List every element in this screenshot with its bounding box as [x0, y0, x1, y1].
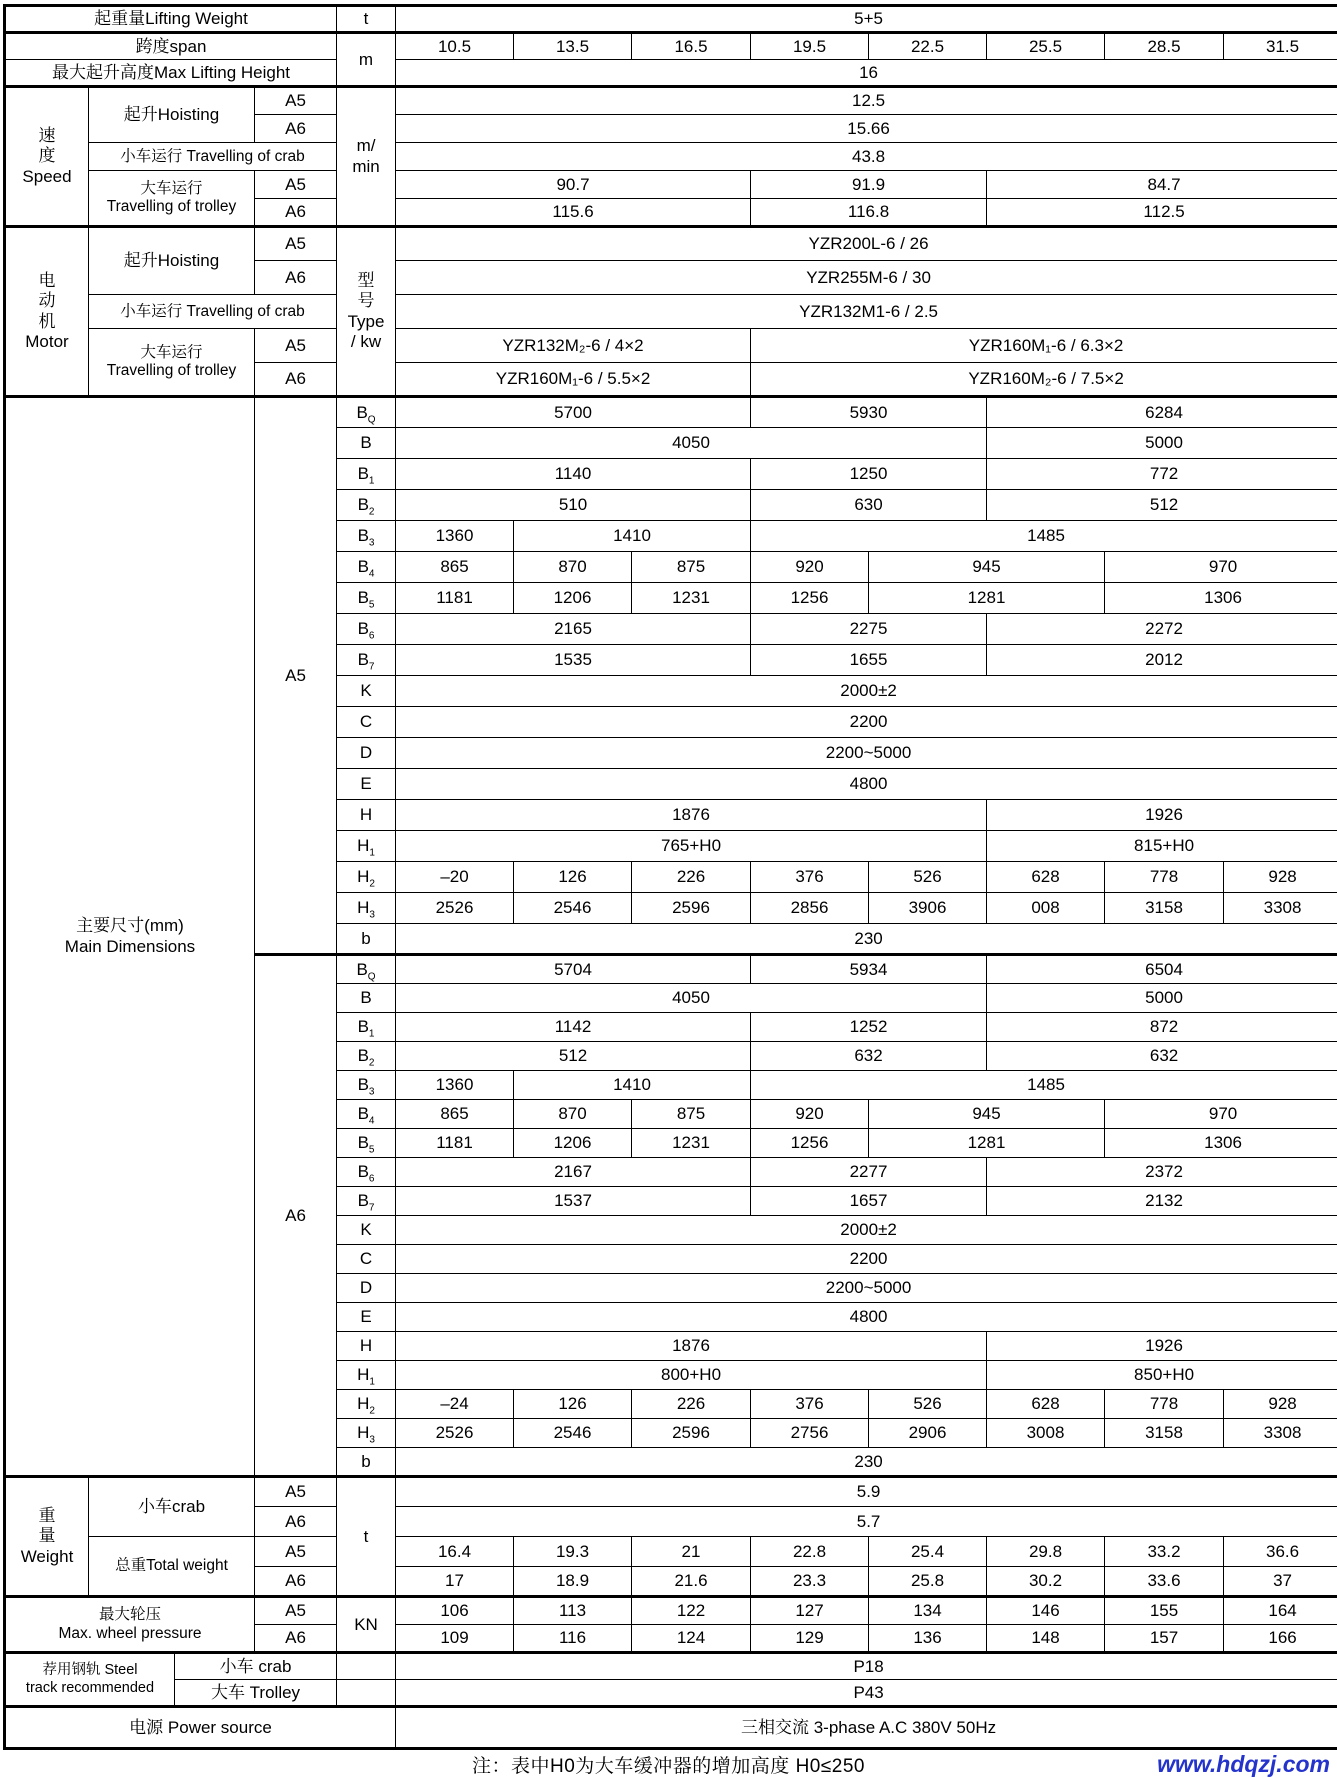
value-cell: 632 — [751, 1042, 987, 1071]
value-cell: 920 — [751, 552, 869, 583]
value-cell: 2906 — [869, 1419, 987, 1448]
value-cell: 5930 — [751, 397, 987, 428]
value-cell: YZR160M₁-6 / 5.5×2 — [396, 363, 751, 397]
row-label-cell: C — [337, 1245, 396, 1274]
crab-travel-label: 小车运行 Travelling of crab — [89, 143, 337, 171]
value-cell: 4050 — [396, 428, 987, 459]
value-cell: 1485 — [751, 521, 1337, 552]
value-cell: –20 — [396, 862, 514, 893]
value-cell: 526 — [869, 862, 987, 893]
table-row — [5, 397, 1337, 428]
row-label-cell: D — [337, 1274, 396, 1303]
value-cell: 134 — [869, 1597, 987, 1625]
value-cell: YZR132M1-6 / 2.5 — [396, 295, 1337, 329]
value-cell: 122 — [632, 1597, 751, 1625]
value-cell: 31.5 — [1224, 33, 1337, 60]
weight-group-label: 重 量 Weight — [5, 1477, 89, 1597]
value-cell: 2167 — [396, 1158, 751, 1187]
value-cell: 1206 — [514, 583, 632, 614]
value-cell: 166 — [1224, 1625, 1337, 1653]
value-cell: 2000±2 — [396, 676, 1337, 707]
value-cell: 2596 — [632, 893, 751, 924]
value-cell: 2012 — [987, 645, 1337, 676]
class-a6: A6 — [255, 115, 337, 143]
value-cell: 155 — [1105, 1597, 1224, 1625]
table-row — [5, 1597, 1337, 1625]
value-cell: 19.3 — [514, 1537, 632, 1567]
value-cell: $B_Q$ — [337, 397, 396, 428]
value-cell: 29.8 — [987, 1537, 1105, 1567]
value-cell: 850+H0 — [987, 1361, 1337, 1390]
value-cell: 800+H0 — [396, 1361, 987, 1390]
value-cell: 2000±2 — [396, 1216, 1337, 1245]
row-label-cell: K — [337, 1216, 396, 1245]
table-row — [5, 171, 1337, 199]
value-cell: 115.6 — [396, 199, 751, 227]
row-label-cell: K — [337, 676, 396, 707]
value-cell: 2200 — [396, 707, 1337, 738]
value-cell: 945 — [869, 1100, 1105, 1129]
max-lifting-height-value: 16 — [396, 60, 1337, 87]
value-cell: 2526 — [396, 893, 514, 924]
value-cell: 3308 — [1224, 893, 1337, 924]
value-cell: 230 — [396, 1448, 1337, 1477]
value-cell: 778 — [1105, 862, 1224, 893]
value-cell: 2856 — [751, 893, 869, 924]
value-cell: 25.4 — [869, 1537, 987, 1567]
value-cell: 970 — [1105, 1100, 1337, 1129]
row-label-cell: H — [337, 1332, 396, 1361]
value-cell: 008 — [987, 893, 1105, 924]
value-cell: 945 — [869, 552, 1105, 583]
value-cell: 37 — [1224, 1567, 1337, 1597]
row-label-cell: D — [337, 738, 396, 769]
span-label: 跨度span — [5, 33, 337, 60]
value-cell: 164 — [1224, 1597, 1337, 1625]
unit-metres: m — [337, 33, 396, 87]
value-cell: 1142 — [396, 1013, 751, 1042]
power-source-label: 电源 Power source — [5, 1707, 396, 1749]
footer-row — [3, 1750, 1334, 1778]
value-cell: 630 — [751, 490, 987, 521]
class-a5: A5 — [255, 1597, 337, 1625]
trolley-travel-label: 大车运行 Travelling of trolley — [89, 329, 255, 397]
class-a5: A5 — [255, 397, 337, 955]
value-cell: 1655 — [751, 645, 987, 676]
watermark-link: www.hdqzj.com — [1157, 1751, 1330, 1778]
row-label-cell: B — [337, 984, 396, 1013]
class-a5: A5 — [255, 171, 337, 199]
value-cell: 25.5 — [987, 33, 1105, 60]
table-row — [5, 60, 1337, 87]
row-label-cell: $B_3$ — [337, 521, 396, 552]
value-cell: 6504 — [987, 955, 1337, 984]
value-cell: 1231 — [632, 583, 751, 614]
value-cell: 815+H0 — [987, 831, 1337, 862]
value-cell: 2372 — [987, 1158, 1337, 1187]
value-cell: 25.8 — [869, 1567, 987, 1597]
track-crab-label: 小车 crab — [175, 1653, 337, 1680]
value-cell: 36.6 — [1224, 1537, 1337, 1567]
value-cell: 5934 — [751, 955, 987, 984]
value-cell: 928 — [1224, 1390, 1337, 1419]
value-cell: 376 — [751, 1390, 869, 1419]
value-cell: 875 — [632, 1100, 751, 1129]
value-cell: 1410 — [514, 1071, 751, 1100]
value-cell: 22.5 — [869, 33, 987, 60]
value-cell: 2165 — [396, 614, 751, 645]
row-label-cell: $H_1$ — [337, 1361, 396, 1390]
value-cell: 870 — [514, 1100, 632, 1129]
value-cell: 109 — [396, 1625, 514, 1653]
value-cell: 875 — [632, 552, 751, 583]
value-cell: 5.9 — [396, 1477, 1337, 1507]
value-cell: 2546 — [514, 893, 632, 924]
value-cell: 33.2 — [1105, 1537, 1224, 1567]
row-label-cell: $B_7$ — [337, 645, 396, 676]
value-cell: 18.9 — [514, 1567, 632, 1597]
value-cell: 28.5 — [1105, 33, 1224, 60]
track-trolley-label: 大车 Trolley — [175, 1680, 337, 1707]
value-cell: 510 — [396, 490, 751, 521]
row-label-cell: b — [337, 1448, 396, 1477]
value-cell: 1360 — [396, 521, 514, 552]
value-cell: 1256 — [751, 1129, 869, 1158]
value-cell: 1410 — [514, 521, 751, 552]
value-cell: 872 — [987, 1013, 1337, 1042]
row-label-cell: $B_6$ — [337, 614, 396, 645]
value-cell: 16.4 — [396, 1537, 514, 1567]
value-cell: 5700 — [396, 397, 751, 428]
max-lifting-height-label: 最大起升高度Max Lifting Height — [5, 60, 337, 87]
value-cell: 2132 — [987, 1187, 1337, 1216]
row-label-cell: b — [337, 924, 396, 955]
row-label-cell: $B_2$ — [337, 490, 396, 521]
value-cell: 4800 — [396, 1303, 1337, 1332]
table-row — [5, 33, 1337, 60]
value-cell: 1876 — [396, 800, 987, 831]
value-cell: 15.66 — [396, 115, 1337, 143]
value-cell: 1306 — [1105, 583, 1337, 614]
crab-weight-label: 小车crab — [89, 1477, 255, 1537]
lifting-weight-value: 5+5 — [396, 6, 1337, 33]
class-a6: A6 — [255, 363, 337, 397]
value-cell: 1231 — [632, 1129, 751, 1158]
row-label-cell: $B_6$ — [337, 1158, 396, 1187]
value-cell: 5.7 — [396, 1507, 1337, 1537]
value-cell: 5704 — [396, 955, 751, 984]
value-cell: 1926 — [987, 800, 1337, 831]
total-weight-label: 总重Total weight — [89, 1537, 255, 1597]
value-cell: 127 — [751, 1597, 869, 1625]
power-source-value: 三相交流 3-phase A.C 380V 50Hz — [396, 1707, 1337, 1749]
value-cell: 865 — [396, 1100, 514, 1129]
value-cell: 22.8 — [751, 1537, 869, 1567]
value-cell — [337, 1653, 396, 1680]
value-cell: 1281 — [869, 1129, 1105, 1158]
value-cell: YZR200L-6 / 26 — [396, 227, 1337, 261]
value-cell: 3906 — [869, 893, 987, 924]
value-cell: 920 — [751, 1100, 869, 1129]
value-cell: 1250 — [751, 459, 987, 490]
value-cell: 113 — [514, 1597, 632, 1625]
unit-kn: KN — [337, 1597, 396, 1653]
value-cell: P43 — [396, 1680, 1337, 1707]
value-cell: 1181 — [396, 583, 514, 614]
value-cell: 778 — [1105, 1390, 1224, 1419]
value-cell: 1657 — [751, 1187, 987, 1216]
table-row — [5, 227, 1337, 261]
value-cell: –24 — [396, 1390, 514, 1419]
class-a6: A6 — [255, 1567, 337, 1597]
hoisting-label: 起升Hoisting — [89, 87, 255, 143]
value-cell: 1535 — [396, 645, 751, 676]
value-cell: 1252 — [751, 1013, 987, 1042]
value-cell: 4800 — [396, 769, 1337, 800]
value-cell: 6284 — [987, 397, 1337, 428]
value-cell: 1537 — [396, 1187, 751, 1216]
value-cell: 1181 — [396, 1129, 514, 1158]
motor-group-label: 电 动 机 Motor — [5, 227, 89, 397]
value-cell: 1360 — [396, 1071, 514, 1100]
speed-group-label: 速 度 Speed — [5, 87, 89, 227]
value-cell: 2546 — [514, 1419, 632, 1448]
class-a5: A5 — [255, 227, 337, 261]
value-cell: 632 — [987, 1042, 1337, 1071]
row-label-cell: $B_4$ — [337, 552, 396, 583]
row-label-cell: $H_1$ — [337, 831, 396, 862]
value-cell: 2200~5000 — [396, 1274, 1337, 1303]
table-row — [5, 1653, 1337, 1680]
row-label-cell: $B_1$ — [337, 1013, 396, 1042]
value-cell: 148 — [987, 1625, 1105, 1653]
unit-type-kw: 型 号 Type / kw — [337, 227, 396, 397]
row-label-cell: $H_2$ — [337, 862, 396, 893]
value-cell: 376 — [751, 862, 869, 893]
value-cell: 526 — [869, 1390, 987, 1419]
value-cell: 106 — [396, 1597, 514, 1625]
value-cell: 512 — [396, 1042, 751, 1071]
class-a6: A6 — [255, 1625, 337, 1653]
table-row — [5, 295, 1337, 329]
value-cell: 2526 — [396, 1419, 514, 1448]
value-cell: 10.5 — [396, 33, 514, 60]
value-cell: 30.2 — [987, 1567, 1105, 1597]
class-a6: A6 — [255, 1507, 337, 1537]
row-label-cell: $B_2$ — [337, 1042, 396, 1071]
value-cell: 1306 — [1105, 1129, 1337, 1158]
value-cell: 1926 — [987, 1332, 1337, 1361]
value-cell: 2200~5000 — [396, 738, 1337, 769]
value-cell: 90.7 — [396, 171, 751, 199]
value-cell: YZR255M-6 / 30 — [396, 261, 1337, 295]
crane-spec-table — [3, 4, 1337, 1750]
table-row — [5, 1707, 1337, 1749]
row-label-cell: $B_3$ — [337, 1071, 396, 1100]
value-cell: 16.5 — [632, 33, 751, 60]
value-cell: 21.6 — [632, 1567, 751, 1597]
value-cell: 2277 — [751, 1158, 987, 1187]
value-cell: 1281 — [869, 583, 1105, 614]
value-cell: 1485 — [751, 1071, 1337, 1100]
value-cell: 1206 — [514, 1129, 632, 1158]
row-label-cell: H — [337, 800, 396, 831]
row-label-cell: B — [337, 428, 396, 459]
row-label-cell: $B_5$ — [337, 583, 396, 614]
value-cell: 5000 — [987, 428, 1337, 459]
class-a5: A5 — [255, 87, 337, 115]
value-cell: 1256 — [751, 583, 869, 614]
value-cell: 1876 — [396, 1332, 987, 1361]
value-cell: 2272 — [987, 614, 1337, 645]
value-cell: 126 — [514, 1390, 632, 1419]
value-cell: P18 — [396, 1653, 1337, 1680]
lifting-weight-label: 起重量Lifting Weight — [5, 6, 337, 33]
unit-tonnes: t — [337, 1477, 396, 1597]
class-a5: A5 — [255, 329, 337, 363]
value-cell: 112.5 — [987, 199, 1337, 227]
footnote: 注：表中H0为大车缓冲器的增加高度 H0≤250 — [472, 1751, 865, 1778]
value-cell: 2756 — [751, 1419, 869, 1448]
value-cell: $B_Q$ — [337, 955, 396, 984]
value-cell: 17 — [396, 1567, 514, 1597]
value-cell: 928 — [1224, 862, 1337, 893]
max-wheel-pressure-label: 最大轮压 Max. wheel pressure — [5, 1597, 255, 1653]
main-dimensions-label: 主要尺寸(mm) Main Dimensions — [5, 397, 255, 1477]
table-row — [5, 6, 1337, 33]
row-label-cell: $H_2$ — [337, 1390, 396, 1419]
value-cell: 970 — [1105, 552, 1337, 583]
value-cell: 870 — [514, 552, 632, 583]
crab-travel-label: 小车运行 Travelling of crab — [89, 295, 337, 329]
value-cell — [337, 1680, 396, 1707]
trolley-travel-label: 大车运行 Travelling of trolley — [89, 171, 255, 227]
steel-track-label: 荐用钢轨 Steel track recommended — [5, 1653, 175, 1707]
table-row — [5, 1477, 1337, 1507]
value-cell: 226 — [632, 1390, 751, 1419]
unit-m-per-min: m/ min — [337, 87, 396, 227]
value-cell: 33.6 — [1105, 1567, 1224, 1597]
value-cell: 116.8 — [751, 199, 987, 227]
row-label-cell: E — [337, 769, 396, 800]
value-cell: 628 — [987, 862, 1105, 893]
row-label-cell: E — [337, 1303, 396, 1332]
row-label-cell: $B_5$ — [337, 1129, 396, 1158]
value-cell: 3308 — [1224, 1419, 1337, 1448]
value-cell: 765+H0 — [396, 831, 987, 862]
value-cell: 772 — [987, 459, 1337, 490]
value-cell: 3008 — [987, 1419, 1105, 1448]
value-cell: 230 — [396, 924, 1337, 955]
value-cell: 512 — [987, 490, 1337, 521]
value-cell: 5000 — [987, 984, 1337, 1013]
row-label-cell: $H_3$ — [337, 1419, 396, 1448]
value-cell: 126 — [514, 862, 632, 893]
value-cell: 84.7 — [987, 171, 1337, 199]
value-cell: 12.5 — [396, 87, 1337, 115]
row-label-cell: $B_1$ — [337, 459, 396, 490]
table-row — [5, 1537, 1337, 1567]
value-cell: 2275 — [751, 614, 987, 645]
table-row — [5, 329, 1337, 363]
value-cell: 3158 — [1105, 1419, 1224, 1448]
value-cell: 124 — [632, 1625, 751, 1653]
class-a5: A5 — [255, 1477, 337, 1507]
value-cell: 4050 — [396, 984, 987, 1013]
value-cell: YZR160M₂-6 / 7.5×2 — [751, 363, 1337, 397]
value-cell: YZR160M₁-6 / 6.3×2 — [751, 329, 1337, 363]
value-cell: 43.8 — [396, 143, 1337, 171]
value-cell: 23.3 — [751, 1567, 869, 1597]
value-cell: 19.5 — [751, 33, 869, 60]
value-cell: 146 — [987, 1597, 1105, 1625]
value-cell: 226 — [632, 862, 751, 893]
class-a6: A6 — [255, 199, 337, 227]
row-label-cell: $H_3$ — [337, 893, 396, 924]
class-a5: A5 — [255, 1537, 337, 1567]
value-cell: 628 — [987, 1390, 1105, 1419]
value-cell: 13.5 — [514, 33, 632, 60]
value-cell: 116 — [514, 1625, 632, 1653]
value-cell: YZR132M₂-6 / 4×2 — [396, 329, 751, 363]
value-cell: 21 — [632, 1537, 751, 1567]
value-cell: 91.9 — [751, 171, 987, 199]
class-a6: A6 — [255, 955, 337, 1477]
value-cell: 136 — [869, 1625, 987, 1653]
hoisting-label: 起升Hoisting — [89, 227, 255, 295]
value-cell: 2200 — [396, 1245, 1337, 1274]
value-cell: 157 — [1105, 1625, 1224, 1653]
unit-tonnes: t — [337, 6, 396, 33]
class-a6: A6 — [255, 261, 337, 295]
value-cell: 1140 — [396, 459, 751, 490]
value-cell: 2596 — [632, 1419, 751, 1448]
table-row — [5, 143, 1337, 171]
table-row — [5, 1680, 1337, 1707]
row-label-cell: $B_7$ — [337, 1187, 396, 1216]
value-cell: 3158 — [1105, 893, 1224, 924]
value-cell: 865 — [396, 552, 514, 583]
row-label-cell: $B_4$ — [337, 1100, 396, 1129]
value-cell: 129 — [751, 1625, 869, 1653]
row-label-cell: C — [337, 707, 396, 738]
table-row — [5, 87, 1337, 115]
